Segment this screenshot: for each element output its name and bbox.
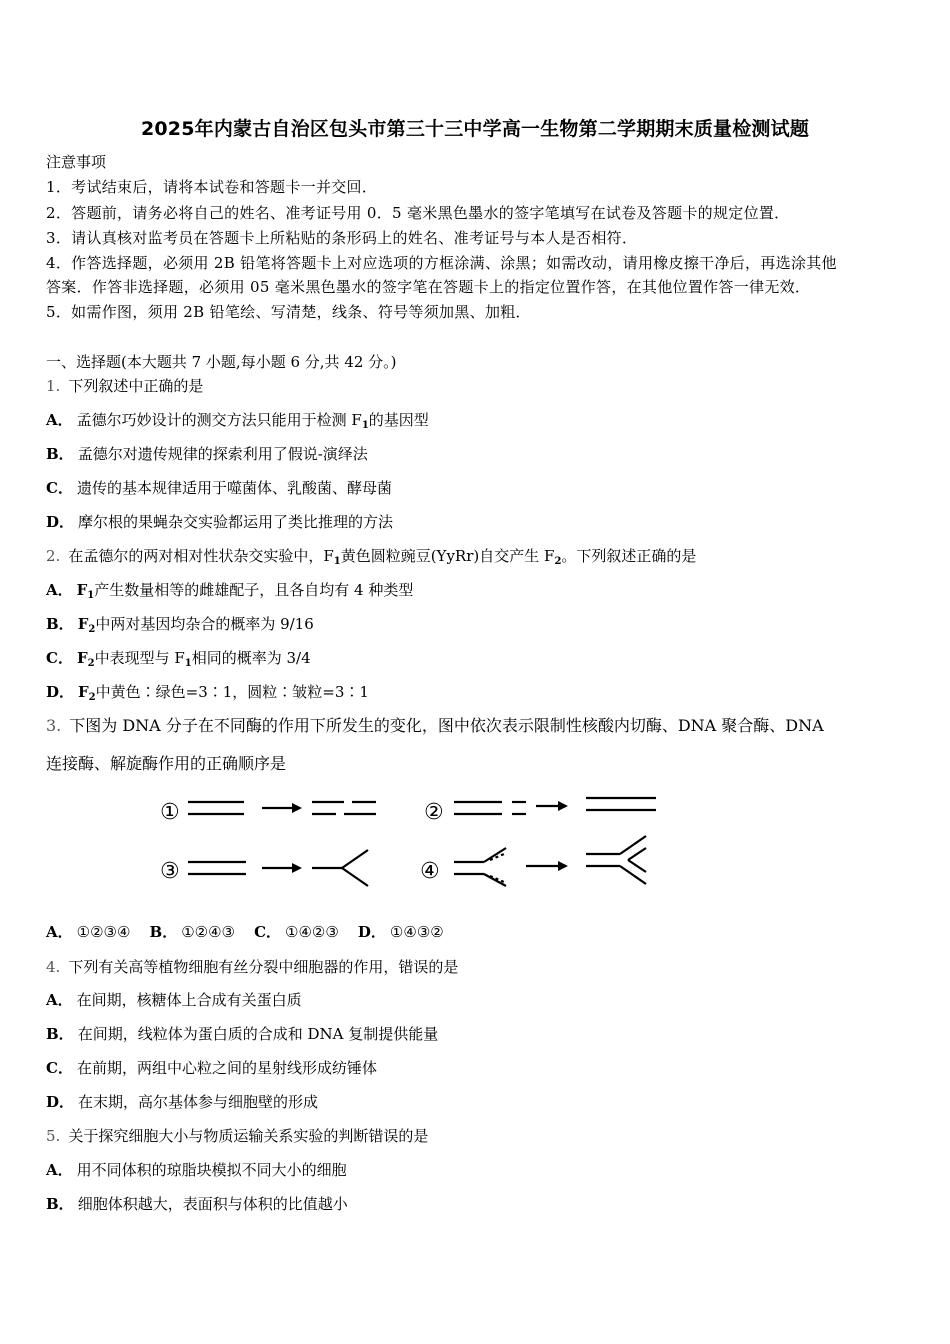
notice-item: 1．考试结束后，请将本试卷和答题卡一并交回．: [46, 178, 378, 196]
dna-enzyme-figure: [46, 786, 706, 894]
notice-item: 3．请认真核对监考员在答题卡上所粘贴的条形码上的姓名、准考证号与本人是否相符．: [46, 229, 638, 247]
question-number: 2.: [46, 547, 61, 565]
question-stem: 5. 关于探究细胞大小与物质运输关系实验的判断错误的是: [46, 1127, 429, 1145]
question-stem: 2. 在孟德尔的两对相对性状杂交实验中，$F_1$黄色圆粒豌豆(YyRr)自交产生 $F_2$。下列叙述正确的是: [46, 547, 697, 567]
figure-label-3: ③: [160, 859, 180, 884]
notice-item: 4．作答选择题，必须用 2B 铅笔将答题卡上对应选项的方框涂满、涂黑；如需改动，请用橡皮擦干净后，再选涂其他: [46, 254, 837, 272]
option-b: B． 细胞体积越大，表面积与体积的比值越小: [46, 1195, 348, 1213]
question-number: 1.: [46, 377, 61, 395]
question-number: 5.: [46, 1127, 61, 1145]
option-d: D． 在末期，高尔基体参与细胞壁的形成: [46, 1093, 319, 1111]
option-a: A． 孟德尔巧妙设计的测交方法只能用于检测 $F_1$的基因型: [46, 411, 429, 431]
page-title: 2025年内蒙古自治区包头市第三十三中学高一生物第二学期期末质量检测试题: [140, 118, 810, 140]
option-c: C． 遗传的基本规律适用于噬菌体、乳酸菌、酵母菌: [46, 479, 392, 497]
option-a: A． $F_1$产生数量相等的雌雄配子，且各自均有 4 种类型: [46, 581, 414, 601]
notice-heading: 注意事项: [46, 153, 107, 171]
question-number: 3.: [46, 716, 62, 735]
notice-item: 5．如需作图，须用 2B 铅笔绘、写清楚，线条、符号等须加黑、加粗．: [46, 303, 531, 321]
option-c: C． 在前期，两组中心粒之间的星射线形成纺锤体: [46, 1059, 377, 1077]
figure-label-1: ①: [160, 800, 180, 825]
question-stem: 3. 下图为 DNA 分子在不同酶的作用下所发生的变化，图中依次表示限制性核酸内切酶、DNA 聚合酶、DNA: [46, 716, 824, 735]
question-stem-cont: 连接酶、解旋酶作用的正确顺序是: [46, 754, 287, 773]
figure-label-4: ④: [420, 859, 440, 884]
option-d: D． 摩尔根的果蝇杂交实验都运用了类比推理的方法: [46, 513, 394, 531]
option-a: A． 用不同体积的琼脂块模拟不同大小的细胞: [46, 1161, 347, 1179]
option-b: B． $F_2$中两对基因均杂合的概率为 9/16: [46, 615, 314, 635]
question-number: 4.: [46, 958, 61, 976]
section-heading: 一、选择题(本大题共 7 小题,每小题 6 分,共 42 分。): [46, 353, 397, 371]
option-b: B． 在间期，线粒体为蛋白质的合成和 DNA 复制提供能量: [46, 1025, 439, 1043]
option-b: B． 孟德尔对遗传规律的探索利用了假说-演绎法: [46, 445, 368, 463]
option-d: D． $F_2$中黄色∶绿色=3∶1，圆粒∶皱粒=3∶1: [46, 683, 369, 703]
option-c: C． $F_2$中表现型与 $F_1$相同的概率为 3/4: [46, 649, 311, 669]
question-stem: 1. 下列叙述中正确的是: [46, 377, 204, 395]
option-a: A． 在间期，核糖体上合成有关蛋白质: [46, 991, 302, 1009]
question-stem: 4. 下列有关高等植物细胞有丝分裂中细胞器的作用，错误的是: [46, 958, 459, 976]
q3-options: A． ①②③④ B． ①②④③ C． ①④②③ D． ①④③②: [46, 923, 444, 941]
notice-item: 2．答题前，请务必将自己的姓名、准考证号用 0．5 毫米黑色墨水的签字笔填写在试卷及答题卡的规定位置．: [46, 204, 790, 222]
figure-label-2: ②: [424, 800, 444, 825]
notice-item: 答案．作答非选择题，必须用 05 毫米黑色墨水的签字笔在答题卡上的指定位置作答，在其他位置作答一律无效．: [46, 278, 811, 296]
